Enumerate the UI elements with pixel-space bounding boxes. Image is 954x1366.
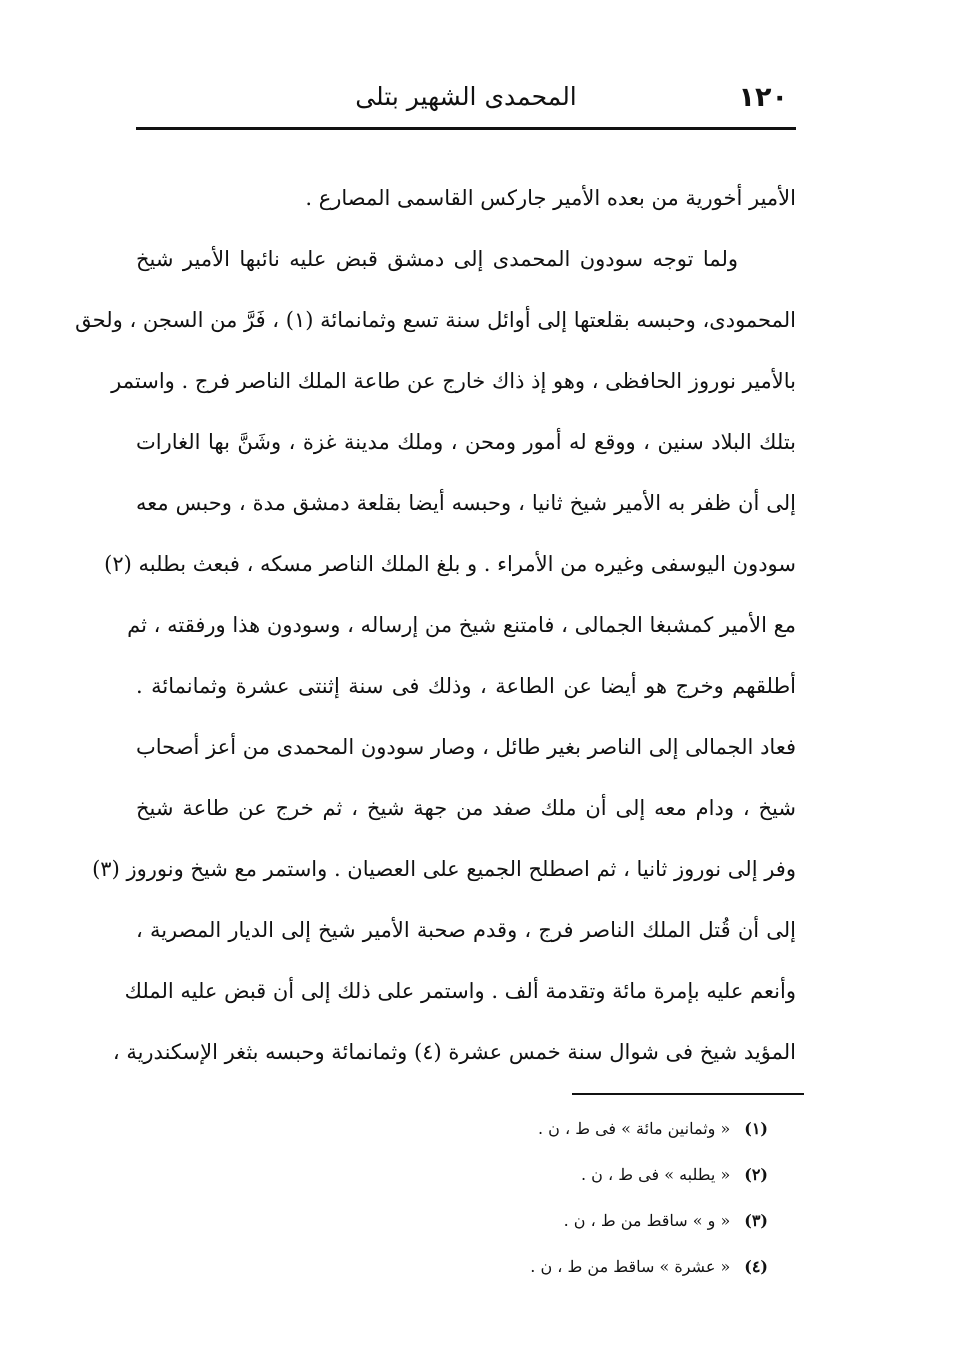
footnote-text: « وثمانين مائة » فى ط ، ن . — [537, 1119, 731, 1138]
body-text — [75, 174, 796, 1089]
page-number: ١٢٠ — [738, 82, 788, 113]
text-line: إلى أن ظفر به الأمير شيخ ثانيا ، وحبسه أيضا بقلعة دمشق مدة ، وحبس معه — [136, 491, 796, 515]
footnote — [400, 1108, 768, 1154]
footnote — [400, 1154, 768, 1200]
footnote-number: (٢) — [744, 1165, 768, 1184]
footnotes — [400, 1108, 768, 1292]
text-line: أطلقهم وخرج هو أيضا عن الطاعة ، وذلك فى سنة إثنتى عشرة وثمانمائة . — [136, 674, 796, 698]
text-line: الأمير أخورية من بعده الأمير جاركس القاسمى المصارع . — [305, 186, 796, 210]
footnote — [400, 1246, 768, 1292]
footnote — [400, 1200, 768, 1246]
header-rule — [136, 127, 796, 130]
running-title: المحمدى الشهير بتلى — [355, 82, 577, 111]
text-line: وفر إلى نوروز ثانيا ، ثم اصطلح الجميع على العصيان . واستمر مع شيخ ونوروز (٣) — [92, 857, 796, 881]
text-line: ولما توجه سودون المحمدى إلى دمشق قبض عليه نائبها الأمير شيخ — [136, 247, 738, 271]
text-line: المؤيد شيخ فى شوال سنة خمس عشرة (٤) وثمانمائة وحبسه بثغر الإسكندرية ، — [112, 1040, 796, 1064]
footnote-text: « و » ساقط من ط ، ن . — [563, 1211, 731, 1230]
footnote-number: (٣) — [744, 1211, 768, 1230]
footnote-number: (١) — [744, 1119, 768, 1138]
text-line: بتلك البلاد سنين ، ووقع له أمور ومحن ، وملك مدينة غزة ، وشَنَّ بها الغارات — [136, 430, 796, 454]
footnote-text: « عشرة » ساقط من ط ، ن . — [530, 1257, 731, 1276]
footnote-text: « يطلبه » فى ط ، ن . — [581, 1165, 731, 1184]
text-line: فعاد الجمالى إلى الناصر بغير طائل ، وصار سودون المحمدى من أعز أصحاب — [136, 735, 796, 759]
footnote-rule — [572, 1093, 804, 1095]
page-header — [136, 78, 796, 122]
text-line: مع الأمير كمشبغا الجمالى ، فامتنع شيخ من إرساله ، وسودون هذا ورفقته ، ثم — [127, 613, 796, 637]
text-line: إلى أن قُتل الملك الناصر فرج ، وقدم صحبة الأمير شيخ إلى الديار المصرية ، — [136, 918, 796, 942]
footnote-number: (٤) — [744, 1257, 768, 1276]
text-line: المحمودى، وحبسه بقلعتها إلى أوائل سنة تسع وثمانمائة (١) ، فَرَّ من السجن ، ولحق — [75, 308, 796, 332]
text-line: وأنعم عليه بإمرة مائة وتقدمة ألف . واستمر على ذلك إلى أن قبض عليه الملك — [124, 979, 796, 1003]
text-line: بالأمير نوروز الحافظى ، وهو إذ ذاك خارج عن طاعة الملك الناصر فرج . واستمر — [111, 369, 796, 393]
text-line: شيخ ، ودام معه إلى أن ملك صفد من جهة شيخ ، ثم خرج عن طاعة شيخ — [136, 796, 796, 820]
text-line: سودون اليوسفى وغيره من الأمراء . و بلغ الملك الناصر مسكه ، فبعث بطلبه (٢) — [104, 552, 796, 576]
